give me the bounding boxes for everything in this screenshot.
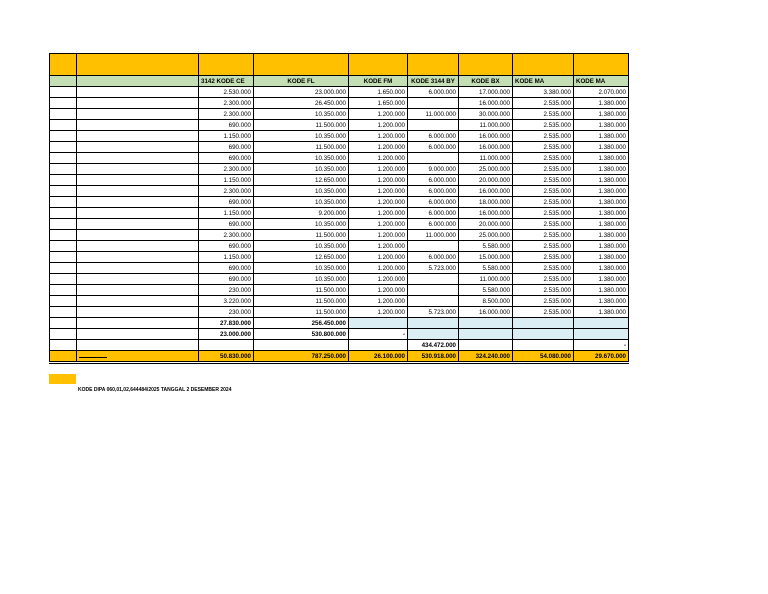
cell[interactable]	[408, 329, 459, 340]
header-cell-kode-ma-2[interactable]: KODE MA	[574, 76, 629, 87]
cell[interactable]	[199, 340, 254, 351]
cell[interactable]: 2.300.000	[199, 109, 254, 120]
data-row	[50, 164, 629, 175]
cell[interactable]: 20.000.000	[459, 219, 513, 230]
cell[interactable]: 2.535.000	[513, 241, 574, 252]
cell[interactable]: 2.535.000	[513, 109, 574, 120]
cell[interactable]: 2.535.000	[513, 175, 574, 186]
cell[interactable]	[77, 142, 199, 153]
data-row	[50, 296, 629, 307]
cell[interactable]: 1.200.000	[349, 219, 408, 230]
data-row	[50, 307, 629, 318]
cell[interactable]	[574, 318, 629, 329]
cell[interactable]: 690.000	[199, 219, 254, 230]
cell[interactable]: 16.000.000	[459, 208, 513, 219]
cell[interactable]: 1.200.000	[349, 263, 408, 274]
cell[interactable]: -	[349, 329, 408, 340]
cell[interactable]: 2.300.000	[199, 98, 254, 109]
cell[interactable]: 256.450.000	[254, 318, 349, 329]
cell[interactable]	[77, 98, 199, 109]
cell[interactable]	[77, 318, 199, 329]
cell[interactable]: 5.580.000	[459, 263, 513, 274]
cell[interactable]: 10.350.000	[254, 109, 349, 120]
cell[interactable]: 1.150.000	[199, 252, 254, 263]
cell[interactable]	[50, 153, 77, 164]
cell[interactable]: 2.300.000	[199, 186, 254, 197]
cell[interactable]: 1.380.000	[574, 164, 629, 175]
cell[interactable]: 6.000.000	[408, 197, 459, 208]
cell[interactable]	[408, 98, 459, 109]
cell[interactable]	[77, 219, 199, 230]
cell[interactable]: 1.380.000	[574, 241, 629, 252]
cell[interactable]: 27.830.000	[199, 318, 254, 329]
cell[interactable]	[408, 153, 459, 164]
cell[interactable]: 6.000.000	[408, 186, 459, 197]
cell[interactable]: 1.200.000	[349, 142, 408, 153]
cell[interactable]	[50, 208, 77, 219]
cell[interactable]: 11.000.000	[408, 230, 459, 241]
cell[interactable]: 1.200.000	[349, 285, 408, 296]
cell[interactable]	[77, 153, 199, 164]
subtotal-row	[50, 318, 629, 329]
cell[interactable]	[77, 329, 199, 340]
cell[interactable]	[50, 263, 77, 274]
cell[interactable]: 2.535.000	[513, 296, 574, 307]
cell[interactable]: 10.350.000	[254, 131, 349, 142]
grand-total-row	[50, 351, 629, 363]
cell[interactable]: 11.500.000	[254, 120, 349, 131]
cell[interactable]: 1.380.000	[574, 274, 629, 285]
cell[interactable]: 1.200.000	[349, 131, 408, 142]
cell[interactable]: 1.380.000	[574, 296, 629, 307]
cell[interactable]	[513, 54, 574, 76]
cell[interactable]	[77, 296, 199, 307]
cell[interactable]: 6.000.000	[408, 175, 459, 186]
cell[interactable]: 2.535.000	[513, 197, 574, 208]
cell[interactable]	[77, 120, 199, 131]
cell[interactable]: 5.723.000	[408, 307, 459, 318]
cell[interactable]: 2.535.000	[513, 208, 574, 219]
cell[interactable]	[50, 351, 77, 363]
header-cell-kode-fl[interactable]: KODE FL	[254, 76, 349, 87]
cell[interactable]: 690.000	[199, 241, 254, 252]
cell[interactable]: 29.670.000	[574, 351, 629, 363]
cell[interactable]: 25.000.000	[459, 164, 513, 175]
cell[interactable]: 2.535.000	[513, 252, 574, 263]
cell[interactable]	[77, 164, 199, 175]
cell[interactable]: -	[574, 340, 629, 351]
cell[interactable]: 6.000.000	[408, 87, 459, 98]
cell[interactable]	[77, 197, 199, 208]
data-row	[50, 252, 629, 263]
cell[interactable]: 1.380.000	[574, 142, 629, 153]
cell[interactable]: 16.000.000	[459, 98, 513, 109]
cell[interactable]: 1.200.000	[349, 120, 408, 131]
cell[interactable]: 6.000.000	[408, 131, 459, 142]
data-row	[50, 142, 629, 153]
cell[interactable]: 11.500.000	[254, 307, 349, 318]
cell[interactable]: 6.000.000	[408, 142, 459, 153]
cell[interactable]: 3.220.000	[199, 296, 254, 307]
cell[interactable]	[50, 230, 77, 241]
cell[interactable]	[77, 87, 199, 98]
subtotal-row	[50, 340, 629, 351]
cell[interactable]: 1.200.000	[349, 274, 408, 285]
cell[interactable]	[50, 318, 77, 329]
cell[interactable]: 1.200.000	[349, 109, 408, 120]
cell[interactable]	[408, 120, 459, 131]
cell[interactable]: 23.000.000	[254, 87, 349, 98]
cell[interactable]: 2.070.000	[574, 87, 629, 98]
cell[interactable]: 1.150.000	[199, 175, 254, 186]
data-row	[50, 219, 629, 230]
cell[interactable]: 16.000.000	[459, 307, 513, 318]
cell[interactable]: 23.000.000	[199, 329, 254, 340]
cell[interactable]: 25.000.000	[459, 230, 513, 241]
cell[interactable]: 690.000	[199, 153, 254, 164]
data-row	[50, 153, 629, 164]
cell[interactable]: 1.650.000	[349, 87, 408, 98]
cell[interactable]	[50, 252, 77, 263]
cell[interactable]	[50, 120, 77, 131]
cell[interactable]: 1.380.000	[574, 109, 629, 120]
cell[interactable]: 2.530.000	[199, 87, 254, 98]
header-cell[interactable]	[77, 76, 199, 87]
header-cell-kode-bx[interactable]: KODE BX	[459, 76, 513, 87]
cell[interactable]: 18.000.000	[459, 197, 513, 208]
subtotal-row	[50, 329, 629, 340]
cell[interactable]: 1.380.000	[574, 120, 629, 131]
cell[interactable]: 10.350.000	[254, 153, 349, 164]
cell[interactable]	[77, 263, 199, 274]
cell[interactable]: 17.000.000	[459, 87, 513, 98]
data-row	[50, 175, 629, 186]
cell[interactable]: 1.380.000	[574, 230, 629, 241]
cell[interactable]: 1.380.000	[574, 153, 629, 164]
cell[interactable]: 530.918.000	[408, 351, 459, 363]
cell[interactable]: 10.350.000	[254, 219, 349, 230]
cell[interactable]: 1.200.000	[349, 208, 408, 219]
header-band-row	[50, 54, 629, 76]
data-row	[50, 98, 629, 109]
cell[interactable]: 12.650.000	[254, 252, 349, 263]
data-row	[50, 208, 629, 219]
cell[interactable]: 690.000	[199, 274, 254, 285]
cell[interactable]	[50, 197, 77, 208]
cell[interactable]	[50, 296, 77, 307]
cell[interactable]	[77, 307, 199, 318]
cell[interactable]	[50, 164, 77, 175]
cell[interactable]: 10.350.000	[254, 274, 349, 285]
cell[interactable]: 1.380.000	[574, 208, 629, 219]
cell[interactable]: 16.000.000	[459, 186, 513, 197]
data-row	[50, 87, 629, 98]
cell[interactable]: 10.350.000	[254, 197, 349, 208]
cell[interactable]	[459, 54, 513, 76]
cell[interactable]	[50, 109, 77, 120]
cell[interactable]	[77, 175, 199, 186]
cell[interactable]	[77, 340, 199, 351]
cell[interactable]: 2.535.000	[513, 98, 574, 109]
cell[interactable]: 1.380.000	[574, 175, 629, 186]
cell[interactable]: 11.000.000	[408, 109, 459, 120]
cell[interactable]	[77, 252, 199, 263]
cell[interactable]: 2.535.000	[513, 164, 574, 175]
header-cell-kode-3144-by[interactable]: KODE 3144 BY	[408, 76, 459, 87]
cell[interactable]: 1.200.000	[349, 307, 408, 318]
header-cell-kode-fm[interactable]: KODE FM	[349, 76, 408, 87]
cell[interactable]: 10.350.000	[254, 263, 349, 274]
cell[interactable]: 230.000	[199, 307, 254, 318]
cell[interactable]: 12.650.000	[254, 175, 349, 186]
cell[interactable]: 10.350.000	[254, 164, 349, 175]
cell[interactable]	[77, 208, 199, 219]
cell[interactable]	[574, 54, 629, 76]
cell[interactable]: 1.150.000	[199, 131, 254, 142]
cell[interactable]	[77, 285, 199, 296]
cell[interactable]: 1.200.000	[349, 186, 408, 197]
data-row	[50, 230, 629, 241]
cell[interactable]	[77, 241, 199, 252]
column-header-row	[50, 76, 629, 87]
cell[interactable]	[50, 340, 77, 351]
cell[interactable]: 5.580.000	[459, 285, 513, 296]
cell[interactable]	[199, 54, 254, 76]
cell[interactable]: 1.380.000	[574, 307, 629, 318]
cell[interactable]	[459, 329, 513, 340]
cell[interactable]: 690.000	[199, 197, 254, 208]
cell[interactable]: 2.300.000	[199, 164, 254, 175]
data-row	[50, 131, 629, 142]
cell[interactable]: 3.380.000	[513, 87, 574, 98]
cell[interactable]	[349, 340, 408, 351]
cell[interactable]: 1.380.000	[574, 131, 629, 142]
cell[interactable]: 6.000.000	[408, 252, 459, 263]
cell[interactable]	[50, 219, 77, 230]
cell[interactable]: 26.100.000	[349, 351, 408, 363]
cell[interactable]	[349, 318, 408, 329]
cell[interactable]: 26.450.000	[254, 98, 349, 109]
cell[interactable]	[50, 131, 77, 142]
cell[interactable]: 2.535.000	[513, 274, 574, 285]
color-swatch	[49, 374, 76, 384]
cell[interactable]: 11.000.000	[459, 274, 513, 285]
cell[interactable]	[254, 340, 349, 351]
cell[interactable]: 1.380.000	[574, 186, 629, 197]
cell[interactable]: 787.250.000	[254, 351, 349, 363]
cell[interactable]	[50, 175, 77, 186]
cell[interactable]	[77, 230, 199, 241]
cell[interactable]	[408, 296, 459, 307]
cell[interactable]	[349, 54, 408, 76]
cell[interactable]: 16.000.000	[459, 142, 513, 153]
cell[interactable]: 9.200.000	[254, 208, 349, 219]
cell[interactable]	[77, 131, 199, 142]
cell[interactable]: 2.535.000	[513, 153, 574, 164]
cell[interactable]	[77, 109, 199, 120]
cell[interactable]: 690.000	[199, 263, 254, 274]
cell[interactable]	[77, 351, 199, 363]
cell[interactable]: 11.500.000	[254, 296, 349, 307]
cell[interactable]: 2.535.000	[513, 263, 574, 274]
cell[interactable]	[408, 241, 459, 252]
cell[interactable]	[408, 274, 459, 285]
cell[interactable]	[50, 329, 77, 340]
data-row	[50, 120, 629, 131]
cell[interactable]: 2.535.000	[513, 230, 574, 241]
cell[interactable]	[50, 241, 77, 252]
cell[interactable]	[513, 318, 574, 329]
data-row	[50, 186, 629, 197]
cell[interactable]	[50, 307, 77, 318]
cell[interactable]: 1.380.000	[574, 285, 629, 296]
cell[interactable]	[50, 186, 77, 197]
cell[interactable]: 16.000.000	[459, 131, 513, 142]
cell[interactable]: 230.000	[199, 285, 254, 296]
cell[interactable]: 11.000.000	[459, 120, 513, 131]
data-row	[50, 197, 629, 208]
cell[interactable]: 10.350.000	[254, 186, 349, 197]
underline-mark	[79, 351, 107, 358]
cell[interactable]: 1.200.000	[349, 153, 408, 164]
cell[interactable]: 1.200.000	[349, 230, 408, 241]
cell[interactable]: 8.500.000	[459, 296, 513, 307]
cell[interactable]: 1.200.000	[349, 175, 408, 186]
cell[interactable]	[50, 54, 77, 76]
header-cell-3142-kode-ce[interactable]: 3142 KODE CE	[199, 76, 254, 87]
cell[interactable]: 1.200.000	[349, 252, 408, 263]
cell[interactable]: 9.000.000	[408, 164, 459, 175]
cell[interactable]	[77, 274, 199, 285]
cell[interactable]	[459, 318, 513, 329]
cell[interactable]: 6.000.000	[408, 219, 459, 230]
header-cell-kode-ma[interactable]: KODE MA	[513, 76, 574, 87]
cell[interactable]	[408, 318, 459, 329]
cell[interactable]	[50, 274, 77, 285]
cell[interactable]: 15.000.000	[459, 252, 513, 263]
header-cell[interactable]	[50, 76, 77, 87]
cell[interactable]: 690.000	[199, 142, 254, 153]
cell[interactable]	[77, 186, 199, 197]
footnote: KODE DIPA 060,01,02,644484/2025 TANGGAL 2 DESEMBER 2024	[78, 387, 232, 393]
cell[interactable]: 11.500.000	[254, 142, 349, 153]
cell[interactable]: 2.535.000	[513, 120, 574, 131]
cell[interactable]: 1.200.000	[349, 197, 408, 208]
data-row	[50, 109, 629, 120]
cell[interactable]: 2.535.000	[513, 307, 574, 318]
cell[interactable]: 1.380.000	[574, 219, 629, 230]
cell[interactable]	[513, 329, 574, 340]
cell[interactable]: 10.350.000	[254, 241, 349, 252]
cell[interactable]: 5.723.000	[408, 263, 459, 274]
cell[interactable]	[459, 340, 513, 351]
data-row	[50, 263, 629, 274]
cell[interactable]	[254, 54, 349, 76]
cell[interactable]: 1.200.000	[349, 296, 408, 307]
cell[interactable]	[408, 285, 459, 296]
cell[interactable]: 11.500.000	[254, 230, 349, 241]
cell[interactable]: 11.500.000	[254, 285, 349, 296]
cell[interactable]	[574, 329, 629, 340]
cell[interactable]: 1.200.000	[349, 164, 408, 175]
cell[interactable]: 6.000.000	[408, 208, 459, 219]
cell[interactable]: 2.300.000	[199, 230, 254, 241]
cell[interactable]	[50, 142, 77, 153]
data-row	[50, 285, 629, 296]
cell[interactable]: 2.535.000	[513, 131, 574, 142]
cell[interactable]: 1.380.000	[574, 263, 629, 274]
cell[interactable]	[408, 54, 459, 76]
cell[interactable]: 50.830.000	[199, 351, 254, 363]
cell[interactable]: 54.080.000	[513, 351, 574, 363]
cell[interactable]: 2.535.000	[513, 219, 574, 230]
cell[interactable]: 324.240.000	[459, 351, 513, 363]
cell[interactable]: 1.650.000	[349, 98, 408, 109]
cell[interactable]: 30.000.000	[459, 109, 513, 120]
cell[interactable]	[50, 285, 77, 296]
cell[interactable]: 530.800.000	[254, 329, 349, 340]
cell[interactable]: 2.535.000	[513, 186, 574, 197]
cell[interactable]: 2.535.000	[513, 285, 574, 296]
cell[interactable]: 5.580.000	[459, 241, 513, 252]
cell[interactable]	[50, 98, 77, 109]
cell[interactable]: 11.000.000	[459, 153, 513, 164]
budget-table	[49, 53, 629, 364]
data-row	[50, 241, 629, 252]
cell[interactable]	[513, 340, 574, 351]
cell[interactable]: 1.380.000	[574, 252, 629, 263]
cell[interactable]: 690.000	[199, 120, 254, 131]
cell[interactable]: 2.535.000	[513, 142, 574, 153]
cell[interactable]	[77, 54, 199, 76]
data-row	[50, 274, 629, 285]
cell[interactable]: 1.200.000	[349, 241, 408, 252]
cell[interactable]	[50, 87, 77, 98]
cell[interactable]: 20.000.000	[459, 175, 513, 186]
cell[interactable]: 1.150.000	[199, 208, 254, 219]
cell[interactable]: 1.380.000	[574, 98, 629, 109]
cell[interactable]: 1.380.000	[574, 197, 629, 208]
cell[interactable]: 434.472.000	[408, 340, 459, 351]
